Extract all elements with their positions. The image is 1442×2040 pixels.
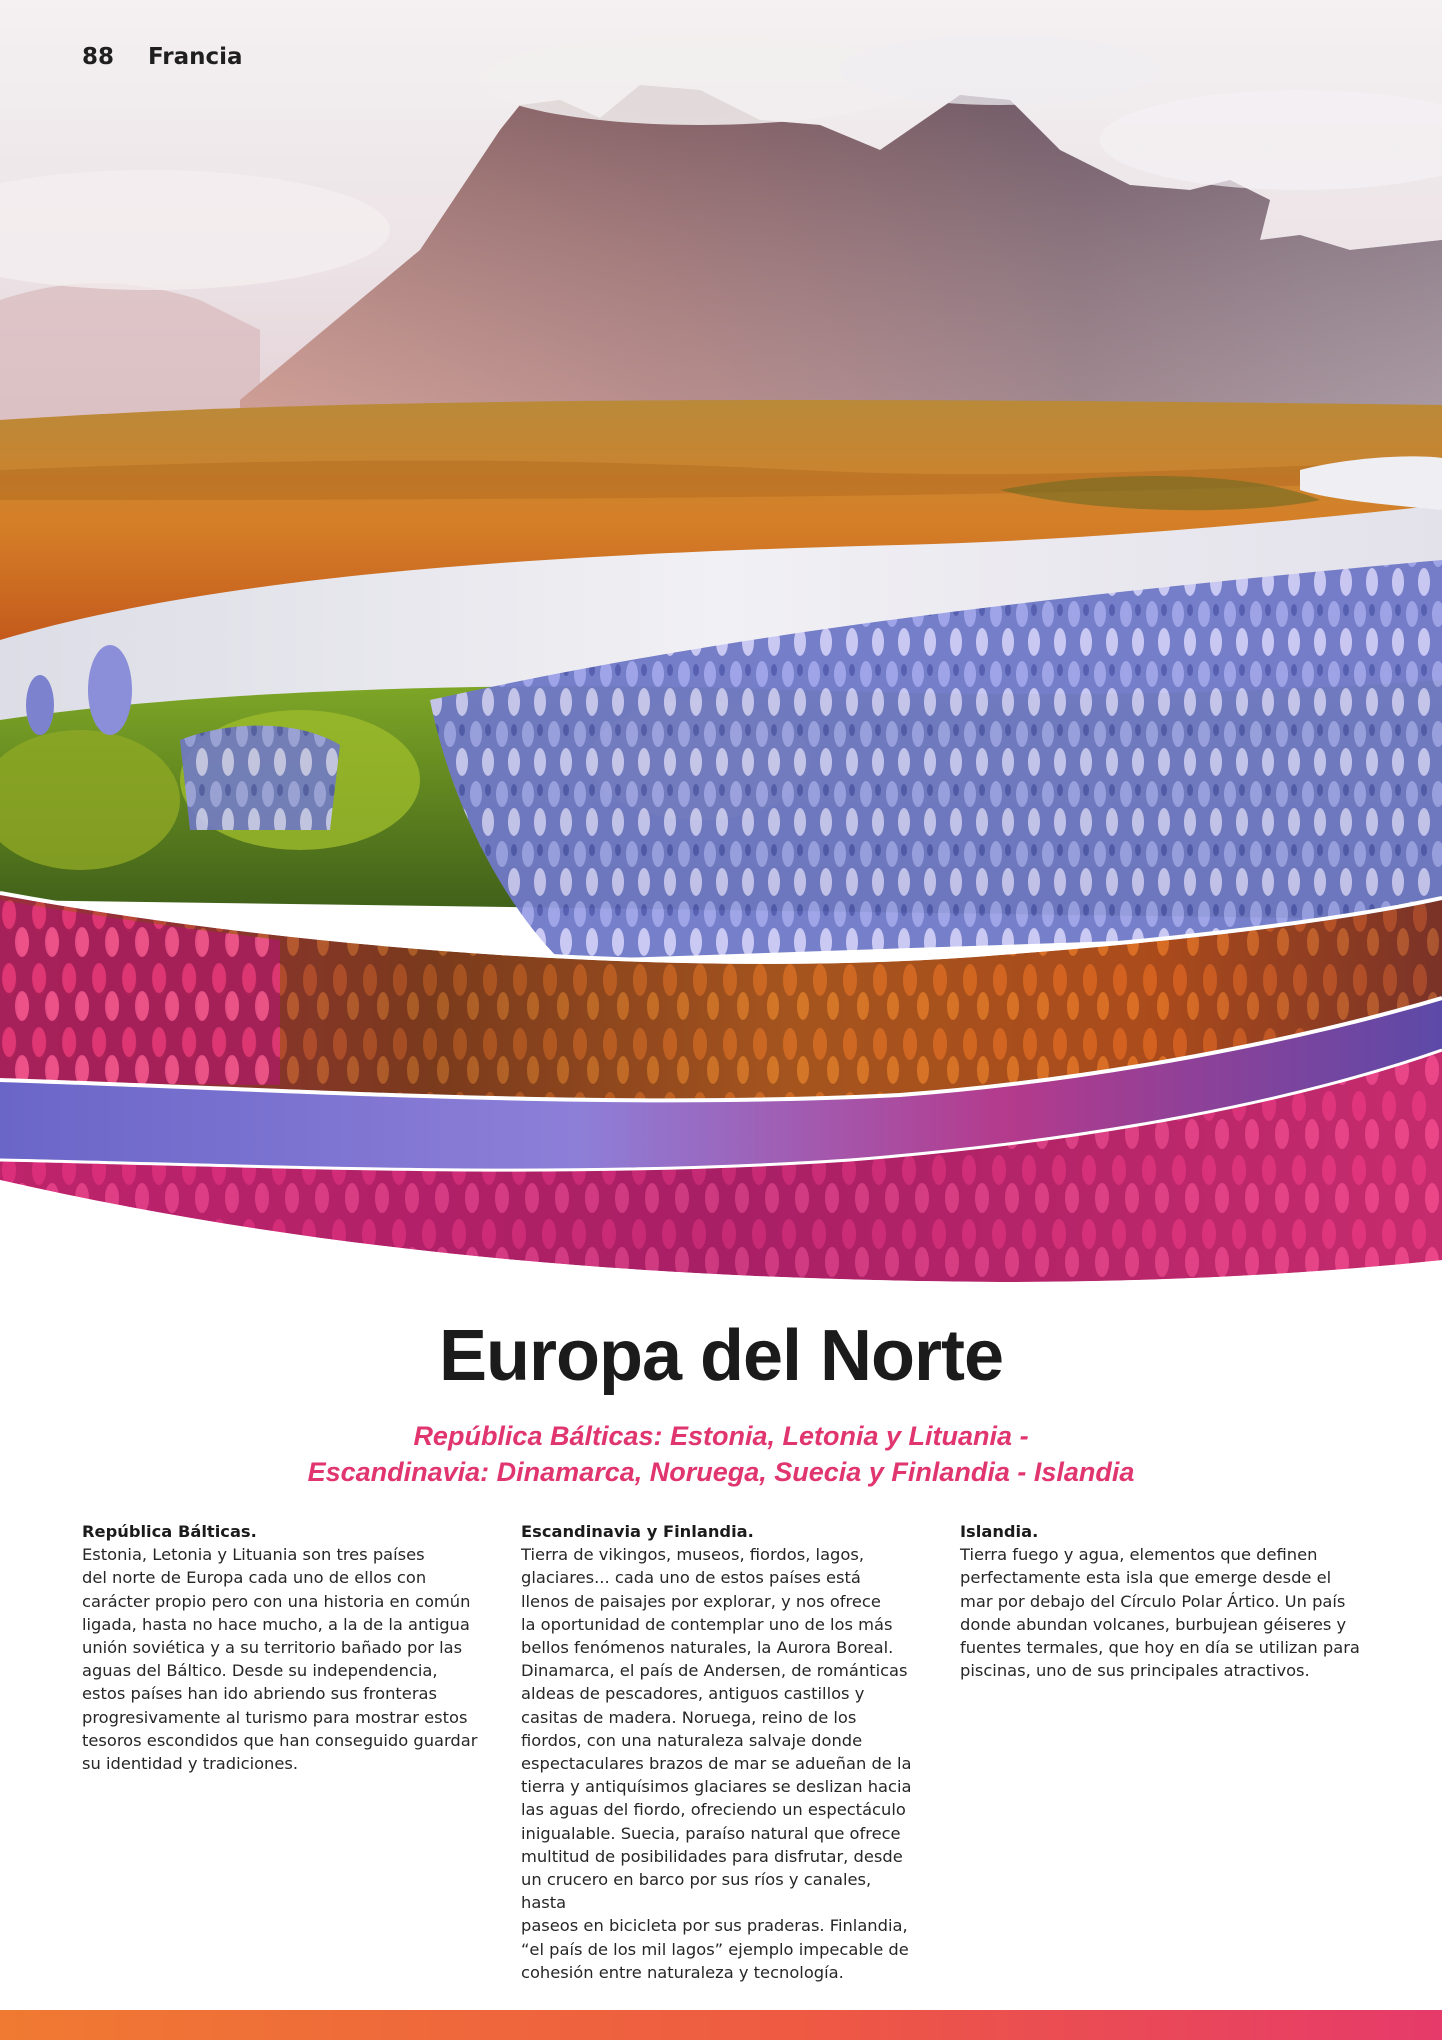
text-line: paseos en bicicleta por sus praderas. Finlandia, <box>521 1916 908 1936</box>
text-line: bellos fenómenos naturales, la Aurora Boreal. <box>521 1638 894 1658</box>
column-text <box>521 1543 921 1984</box>
text-line: fuentes termales, que hoy en día se utilizan para <box>960 1638 1360 1658</box>
text-line: casitas de madera. Noruega, reino de los <box>521 1707 857 1727</box>
text-line: donde abundan volcanes, burbujean géiseres y <box>960 1614 1347 1634</box>
page-subtitle <box>0 1418 1442 1490</box>
column-republicas-balticas <box>82 1520 482 1775</box>
text-line: Dinamarca, el país de Andersen, de románticas <box>521 1661 908 1681</box>
text-line: ligada, hasta no hace mucho, a la de la antigua <box>82 1614 470 1634</box>
text-line: del norte de Europa cada uno de ellos con <box>82 1568 427 1588</box>
text-line: su identidad y tradiciones. <box>82 1754 299 1774</box>
text-line: piscinas, uno de sus principales atractivos. <box>960 1661 1310 1681</box>
column-text <box>82 1543 482 1775</box>
text-line: carácter propio pero con una historia en común <box>82 1591 471 1611</box>
text-line: aguas del Báltico. Desde su independencia, <box>82 1661 438 1681</box>
text-line: mar por debajo del Círculo Polar Ártico. Un país <box>960 1591 1346 1611</box>
text-line: unión soviética y a su territorio bañado por las <box>82 1638 463 1658</box>
text-line: espectaculares brazos de mar se adueñan de la <box>521 1754 912 1774</box>
text-line: perfectamente esta isla que emerge desde el <box>960 1568 1332 1588</box>
column-text <box>960 1543 1360 1682</box>
column-heading: Escandinavia y Finlandia. <box>521 1522 754 1541</box>
text-line: un crucero en barco por sus ríos y canales, hasta <box>521 1870 872 1913</box>
text-line: tierra y antiquísimos glaciares se deslizan hacia <box>521 1777 912 1797</box>
column-islandia <box>960 1520 1360 1682</box>
footer-gradient-bar <box>0 2010 1442 2040</box>
page-number: 88 <box>82 44 115 70</box>
subtitle-line-2: Escandinavia: Dinamarca, Noruega, Suecia y Finlandia - Islandia <box>307 1457 1135 1487</box>
text-line: Tierra de vikingos, museos, fiordos, lagos, <box>521 1545 865 1565</box>
text-line: Estonia, Letonia y Lituania son tres países <box>82 1545 425 1565</box>
text-line: estos países han ido abriendo sus fronteras <box>82 1684 437 1704</box>
text-line: tesoros escondidos que han conseguido guardar <box>82 1730 478 1750</box>
subtitle-line-1: República Bálticas: Estonia, Letonia y Lituania - <box>413 1421 1029 1451</box>
text-line: progresivamente al turismo para mostrar estos <box>82 1707 468 1727</box>
column-heading: República Bálticas. <box>82 1522 257 1541</box>
text-line: multitud de posibilidades para disfrutar, desde <box>521 1846 903 1866</box>
column-escandinavia-finlandia <box>521 1520 921 1984</box>
page-header <box>82 44 243 70</box>
text-line: aldeas de pescadores, antiguos castillos y <box>521 1684 865 1704</box>
text-line: “el país de los mil lagos” ejemplo impecable de <box>521 1939 909 1959</box>
text-line: cohesión entre naturaleza y tecnología. <box>521 1962 844 1982</box>
column-heading: Islandia. <box>960 1522 1039 1541</box>
text-line: glaciares... cada uno de estos países está <box>521 1568 861 1588</box>
text-line: la oportunidad de contemplar uno de los más <box>521 1614 893 1634</box>
section-name: Francia <box>148 44 243 70</box>
text-line: las aguas del fiordo, ofreciendo un espectáculo <box>521 1800 906 1820</box>
text-line: inigualable. Suecia, paraíso natural que ofrece <box>521 1823 901 1843</box>
text-line: llenos de paisajes por explorar, y nos ofrece <box>521 1591 881 1611</box>
text-line: fiordos, con una naturaleza salvaje donde <box>521 1730 863 1750</box>
text-line: Tierra fuego y agua, elementos que definen <box>960 1545 1318 1565</box>
page-title: Europa del Norte <box>438 1316 1004 1396</box>
